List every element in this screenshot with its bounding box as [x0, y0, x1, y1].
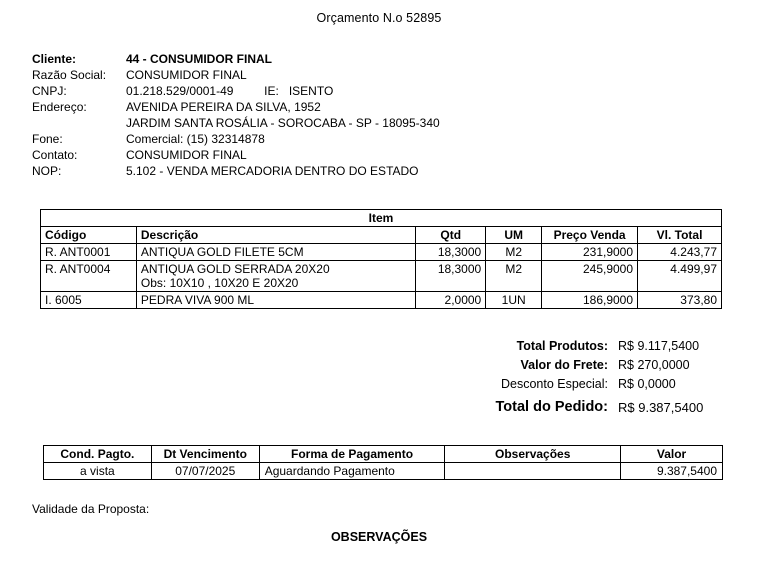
payment-table-wrapper — [43, 445, 723, 480]
customer-row-endereco — [32, 99, 592, 115]
item-qtd: 18,3000 — [416, 244, 486, 261]
customer-value-nop: 5.102 - VENDA MERCADORIA DENTRO DO ESTADO — [126, 164, 419, 178]
payment-forma: Aguardando Pagamento — [259, 463, 445, 480]
item-codigo: I. 6005 — [41, 292, 137, 309]
table-row — [41, 244, 722, 261]
item-descricao: ANTIQUA GOLD FILETE 5CM — [136, 244, 415, 261]
payment-col-forma-pagamento: Forma de Pagamento — [259, 446, 445, 463]
items-col-preco-venda: Preço Venda — [542, 227, 638, 244]
items-col-codigo: Código — [41, 227, 137, 244]
item-total: 4.243,77 — [638, 244, 722, 261]
items-section-header-row — [41, 210, 722, 227]
customer-label-ie: IE: — [264, 84, 279, 98]
customer-value-fone: Comercial: (15) 32314878 — [126, 132, 265, 146]
customer-value-bairro-cidade: JARDIM SANTA ROSÁLIA - SOROCABA - SP - 18095-340 — [126, 116, 440, 130]
item-codigo: R. ANT0001 — [41, 244, 137, 261]
total-label-produtos: Total Produtos: — [516, 339, 608, 353]
customer-label-cliente: Cliente: — [32, 52, 77, 66]
customer-cnpj-number: 01.218.529/0001-49 — [126, 84, 234, 98]
total-label-desconto: Desconto Especial: — [500, 377, 608, 391]
payment-col-cond-pagto: Cond. Pagto. — [44, 446, 152, 463]
item-um: 1UN — [486, 292, 542, 309]
table-row — [41, 261, 722, 292]
item-qtd: 2,0000 — [416, 292, 486, 309]
page-title: Orçamento N.o 52895 — [316, 11, 442, 25]
customer-row-cliente — [32, 51, 592, 67]
totals-block — [40, 337, 722, 417]
customer-block — [32, 51, 592, 179]
payment-header-row — [44, 446, 723, 463]
items-col-qtd: Qtd — [416, 227, 486, 244]
customer-label-endereco: Endereço: — [32, 100, 87, 114]
total-value-frete: R$ 270,0000 — [618, 358, 690, 372]
customer-value-contato: CONSUMIDOR FINAL — [126, 148, 247, 162]
payment-vencimento: 07/07/2025 — [151, 463, 259, 480]
payment-cond: a vista — [44, 463, 152, 480]
item-preco: 186,9000 — [542, 292, 638, 309]
customer-row-cnpj — [32, 83, 592, 99]
customer-label-cnpj: CNPJ: — [32, 84, 67, 98]
items-col-descricao: Descrição — [136, 227, 415, 244]
customer-row-nop — [32, 163, 592, 179]
customer-value-cnpj — [126, 83, 333, 99]
item-descricao: PEDRA VIVA 900 ML — [136, 292, 415, 309]
item-preco: 231,9000 — [542, 244, 638, 261]
customer-label-blank — [32, 115, 126, 131]
payment-observacoes — [445, 463, 621, 480]
total-value-pedido: R$ 9.387,5400 — [618, 400, 704, 415]
item-descricao-obs: Obs: 10X10 , 10X20 E 20X20 — [140, 276, 299, 290]
item-qtd: 18,3000 — [416, 261, 486, 292]
items-table-wrapper — [40, 209, 722, 309]
total-value-produtos: R$ 9.117,5400 — [618, 339, 700, 353]
item-total: 373,80 — [638, 292, 722, 309]
table-row — [44, 463, 723, 480]
table-row — [41, 292, 722, 309]
total-label-frete: Valor do Frete: — [520, 358, 608, 372]
customer-value-endereco: AVENIDA PEREIRA DA SILVA, 1952 — [126, 100, 321, 114]
payment-table — [43, 445, 723, 480]
payment-col-dt-vencimento: Dt Vencimento — [151, 446, 259, 463]
item-um: M2 — [486, 261, 542, 292]
customer-row-fone — [32, 131, 592, 147]
total-row-pedido — [40, 398, 722, 417]
observacoes-title: OBSERVAÇÕES — [330, 530, 428, 544]
item-codigo: R. ANT0004 — [41, 261, 137, 292]
total-value-desconto: R$ 0,0000 — [618, 377, 676, 391]
customer-row-contato — [32, 147, 592, 163]
validade-proposta-label: Validade da Proposta: — [32, 502, 150, 516]
total-row-frete — [40, 356, 722, 375]
total-row-desconto — [40, 375, 722, 394]
customer-label-contato: Contato: — [32, 148, 78, 162]
customer-label-razao-social: Razão Social: — [32, 68, 107, 82]
items-col-um: UM — [486, 227, 542, 244]
customer-label-fone: Fone: — [32, 132, 63, 146]
total-label-pedido: Total do Pedido: — [495, 399, 608, 415]
payment-col-observacoes: Observações — [445, 446, 621, 463]
payment-valor: 9.387,5400 — [621, 463, 723, 480]
payment-col-valor: Valor — [621, 446, 723, 463]
customer-value-cliente: 44 - CONSUMIDOR FINAL — [126, 52, 273, 66]
item-descricao-cell — [136, 261, 415, 292]
customer-value-razao-social: CONSUMIDOR FINAL — [126, 68, 247, 82]
item-total: 4.499,97 — [638, 261, 722, 292]
customer-row-endereco-2 — [32, 115, 592, 131]
total-row-produtos — [40, 337, 722, 356]
item-descricao: ANTIQUA GOLD SERRADA 20X20 — [140, 262, 330, 276]
customer-value-ie: ISENTO — [288, 84, 334, 98]
customer-row-razao-social — [32, 67, 592, 83]
item-preco: 245,9000 — [542, 261, 638, 292]
items-column-header-row — [41, 227, 722, 244]
item-um: M2 — [486, 244, 542, 261]
items-table — [40, 209, 722, 309]
customer-label-nop: NOP: — [32, 164, 62, 178]
items-section-title: Item — [41, 210, 722, 227]
items-col-vl-total: Vl. Total — [638, 227, 722, 244]
